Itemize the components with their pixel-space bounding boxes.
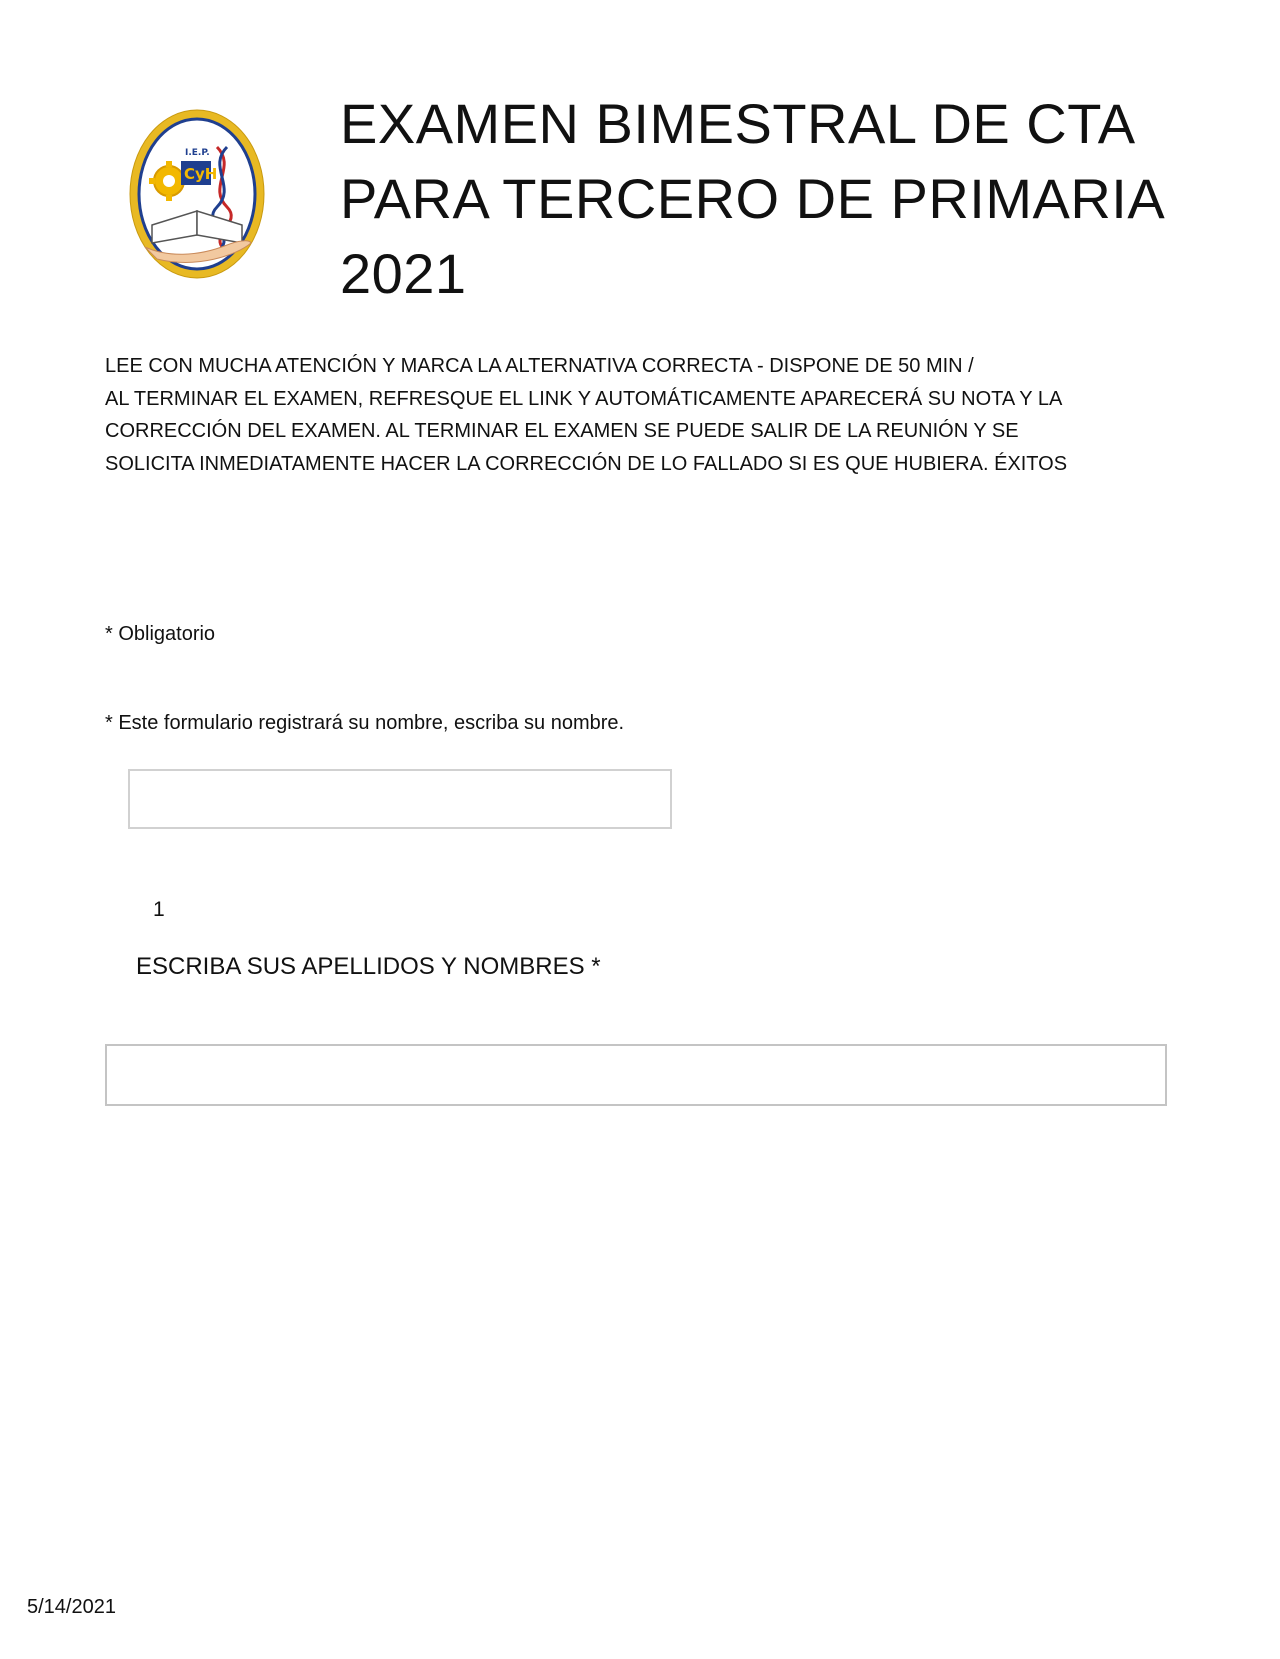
name-record-note: * Este formulario registrará su nombre, escriba su nombre. — [105, 712, 625, 734]
form-instructions — [105, 350, 1205, 480]
question-number: 1 — [153, 898, 165, 921]
school-crest-icon — [127, 107, 267, 281]
svg-text:CyH: CyH — [184, 165, 218, 183]
page-title — [340, 86, 1220, 311]
question-title: ESCRIBA SUS APELLIDOS Y NOMBRES * — [136, 953, 601, 980]
title-line: PARA TERCERO DE PRIMARIA — [340, 167, 1166, 230]
name-input-field[interactable] — [128, 769, 672, 829]
instruction-line: SOLICITA INMEDIATAMENTE HACER LA CORRECCIÓN DE LO FALLADO SI ES QUE HUBIERA. ÉXITOS — [105, 452, 1068, 475]
school-crest-logo — [127, 107, 267, 281]
svg-text:I.E.P.: I.E.P. — [185, 148, 210, 158]
title-line: 2021 — [340, 242, 467, 305]
required-note: * Obligatorio — [105, 623, 216, 645]
footer-date: 5/14/2021 — [27, 1596, 116, 1618]
instruction-line: CORRECCIÓN DEL EXAMEN. AL TERMINAR EL EXAMEN SE PUEDE SALIR DE LA REUNIÓN Y SE — [105, 420, 1019, 442]
instruction-line: AL TERMINAR EL EXAMEN, REFRESQUE EL LINK Y AUTOMÁTICAMENTE APARECERÁ SU NOTA Y LA — [105, 387, 1063, 410]
title-line: EXAMEN BIMESTRAL DE CTA — [340, 92, 1136, 155]
instruction-line: LEE CON MUCHA ATENCIÓN Y MARCA LA ALTERNATIVA CORRECTA - DISPONE DE 50 MIN / — [105, 355, 974, 377]
answer-input-field[interactable] — [105, 1044, 1167, 1106]
